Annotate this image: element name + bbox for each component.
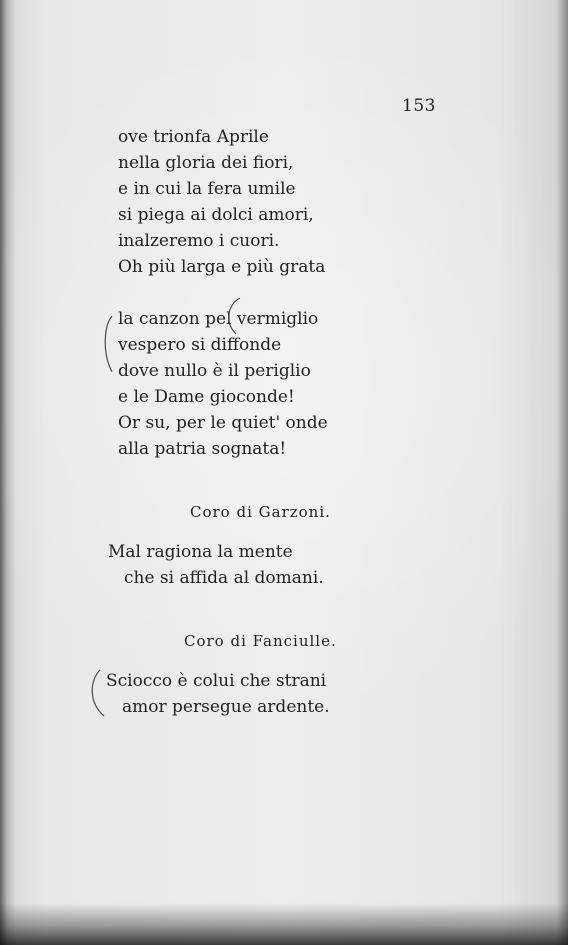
- verse-line: e le Dame gioconde!: [118, 387, 295, 407]
- spine-shadow: [0, 0, 16, 945]
- page-number: 153: [402, 96, 436, 116]
- chorus-heading-text: Coro di Fanciulle.: [184, 632, 337, 650]
- verse-line: vespero si diffonde: [118, 335, 282, 355]
- pencil-bracket-mark: [220, 296, 246, 338]
- chorus-stanza: [108, 539, 324, 591]
- verse-line: ove trionfa Aprile: [118, 127, 269, 147]
- pencil-bracket-mark: [100, 312, 122, 376]
- page-edge-shadow: [556, 0, 568, 945]
- verse-line: dove nullo è il periglio: [118, 361, 311, 381]
- verse-line: nella gloria dei fiori,: [118, 153, 294, 173]
- verse-line: la canzon pel vermiglio: [118, 309, 319, 329]
- verse-line: Sciocco è colui che strani: [106, 671, 327, 691]
- bottom-edge-shadow: [0, 903, 568, 945]
- verse-line: Oh più larga e più grata: [118, 257, 326, 277]
- chorus-heading-text: Coro di Garzoni.: [190, 503, 331, 521]
- pencil-bracket-mark: [86, 668, 110, 720]
- verse-line: che si affida al domani.: [124, 568, 324, 588]
- verse-line: si piega ai dolci amori,: [118, 205, 314, 225]
- verse-line: Or su, per le quiet' onde: [118, 413, 328, 433]
- chorus-heading: [190, 503, 331, 521]
- chorus-stanza: [106, 668, 330, 720]
- verse-line: amor persegue ardente.: [122, 697, 330, 717]
- verse-line: alla patria sognata!: [118, 439, 287, 459]
- verse-line: inalzeremo i cuori.: [118, 231, 280, 251]
- verse-line: Mal ragiona la mente: [108, 542, 293, 562]
- verse-line: e in cui la fera umile: [118, 179, 296, 199]
- chorus-heading: [184, 632, 337, 650]
- stanza-1: [118, 124, 325, 280]
